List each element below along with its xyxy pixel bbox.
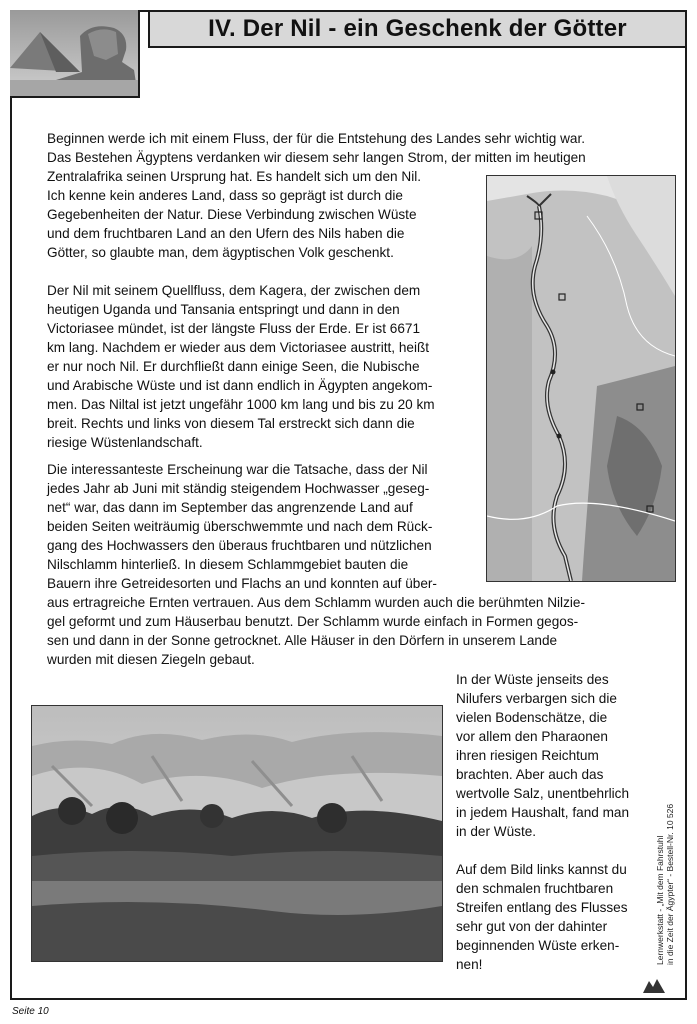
- title-bar: [148, 10, 687, 48]
- text-line: Die interessanteste Erscheinung war die Tatsache, dass der Nil: [47, 462, 428, 477]
- publisher-logo-icon: [641, 975, 669, 995]
- publisher-vertical-note: [655, 804, 675, 965]
- text-line: er nur noch Nil. Er durchfließt dann einige Seen, die Nubische: [47, 359, 420, 374]
- text-line: men. Das Niltal ist jetzt ungefähr 1000 km lang und bis zu 20 km: [47, 397, 435, 412]
- text-line: nen!: [456, 957, 483, 972]
- text-line: aus ertragreiche Ernten vertrauen. Aus dem Schlamm wurden auch die berühmten Nilzie-: [47, 595, 585, 610]
- text-line: heutigen Uganda und Tansania entspringt und dann in den: [47, 302, 400, 317]
- text-line: Victoriasee mündet, ist der längste Fluss der Erde. Er ist 6671: [47, 321, 421, 336]
- text-line: Lernwerkstatt - „Mit dem Fahrstuhl: [655, 835, 665, 965]
- paragraph-gap: [456, 841, 646, 860]
- text-line: Auf dem Bild links kannst du: [456, 862, 627, 877]
- text-line: wertvolle Salz, unentbehrlich: [456, 786, 630, 801]
- text-line: in jedem Haushalt, fand man: [456, 805, 630, 820]
- text-line: brachten. Aber auch das: [456, 767, 604, 782]
- text-line: jedes Jahr ab Juni mit ständig steigendem Hochwasser „geseg-: [47, 481, 430, 496]
- text-line: beginnenden Wüste erken-: [456, 938, 620, 953]
- text-line: net“ war, das dann im September das angrenzende Land auf: [47, 500, 413, 515]
- text-line: Götter, so glaubte man, dem ägyptischen Volk geschenkt.: [47, 245, 394, 260]
- text-line: Beginnen werde ich mit einem Fluss, der für die Entstehung des Landes sehr wichtig war.: [47, 131, 585, 146]
- text-line: In der Wüste jenseits des: [456, 672, 609, 687]
- text-line: beiden Seiten weiträumig überschwemmte und nach dem Rück-: [47, 519, 433, 534]
- text-line: vor allem den Pharaonen: [456, 729, 608, 744]
- text-line: Bauern ihre Getreidesorten und Flachs an und konnten auf über-: [47, 576, 437, 591]
- nile-valley-photo: [31, 705, 443, 962]
- text-line: Ich kenne kein anderes Land, dass so geprägt ist durch die: [47, 188, 403, 203]
- text-line: Nilschlamm hinterließ. In diesem Schlammgebiet bauten die: [47, 557, 409, 572]
- side-text-block: [456, 670, 646, 974]
- text-line: den schmalen fruchtbaren: [456, 881, 614, 896]
- text-line: in die Zeit der Ägypter“ - Bestell-Nr. 10 526: [665, 803, 675, 965]
- text-line: und dem fruchtbaren Land an den Ufern des Nils haben die: [47, 226, 405, 241]
- nile-map: [486, 175, 676, 582]
- text-line: Gegebenheiten der Natur. Diese Verbindung zwischen Wüste: [47, 207, 417, 222]
- text-line: km lang. Nachdem er wieder aus dem Victoriasee austritt, heißt: [47, 340, 430, 355]
- text-line: sen und dann in der Sonne getrocknet. Alle Häuser in den Dörfern in unserem Lande: [47, 633, 558, 648]
- text-line: Das Bestehen Ägyptens verdanken wir diesem sehr langen Strom, der mitten im heutigen: [47, 150, 586, 165]
- text-line: Nilufers verbargen sich die: [456, 691, 617, 706]
- paragraph-nile-facts: [47, 281, 435, 452]
- text-line: gel geformt und zum Häuserbau benutzt. Der Schlamm wurde einfach in Formen gegos-: [47, 614, 579, 629]
- text-line: sehr gut von der dahinter: [456, 919, 608, 934]
- text-line: und Arabische Wüste und ist dann endlich in Ägypten angekom-: [47, 378, 433, 393]
- page-title: IV. Der Nil - ein Geschenk der Götter: [208, 15, 627, 42]
- text-line: breit. Rechts und links von diesem Tal erstreckt sich dann die: [47, 416, 415, 431]
- text-line: gang des Hochwassers den überaus fruchtbaren und nützlichen: [47, 538, 432, 553]
- page-number: Seite 10: [12, 1006, 49, 1017]
- text-line: wurden mit diesen Ziegeln gebaut.: [47, 652, 255, 667]
- text-line: Zentralafrika seinen Ursprung hat. Es handelt sich um den Nil.: [47, 169, 422, 184]
- text-line: Der Nil mit seinem Quellfluss, dem Kagera, der zwischen dem: [47, 283, 421, 298]
- text-line: vielen Bodenschätze, die: [456, 710, 608, 725]
- text-line: ihren riesigen Reichtum: [456, 748, 599, 763]
- sphinx-photo: [10, 10, 140, 98]
- text-line: in der Wüste.: [456, 824, 537, 839]
- text-line: riesige Wüstenlandschaft.: [47, 435, 203, 450]
- text-line: Streifen entlang des Flusses: [456, 900, 628, 915]
